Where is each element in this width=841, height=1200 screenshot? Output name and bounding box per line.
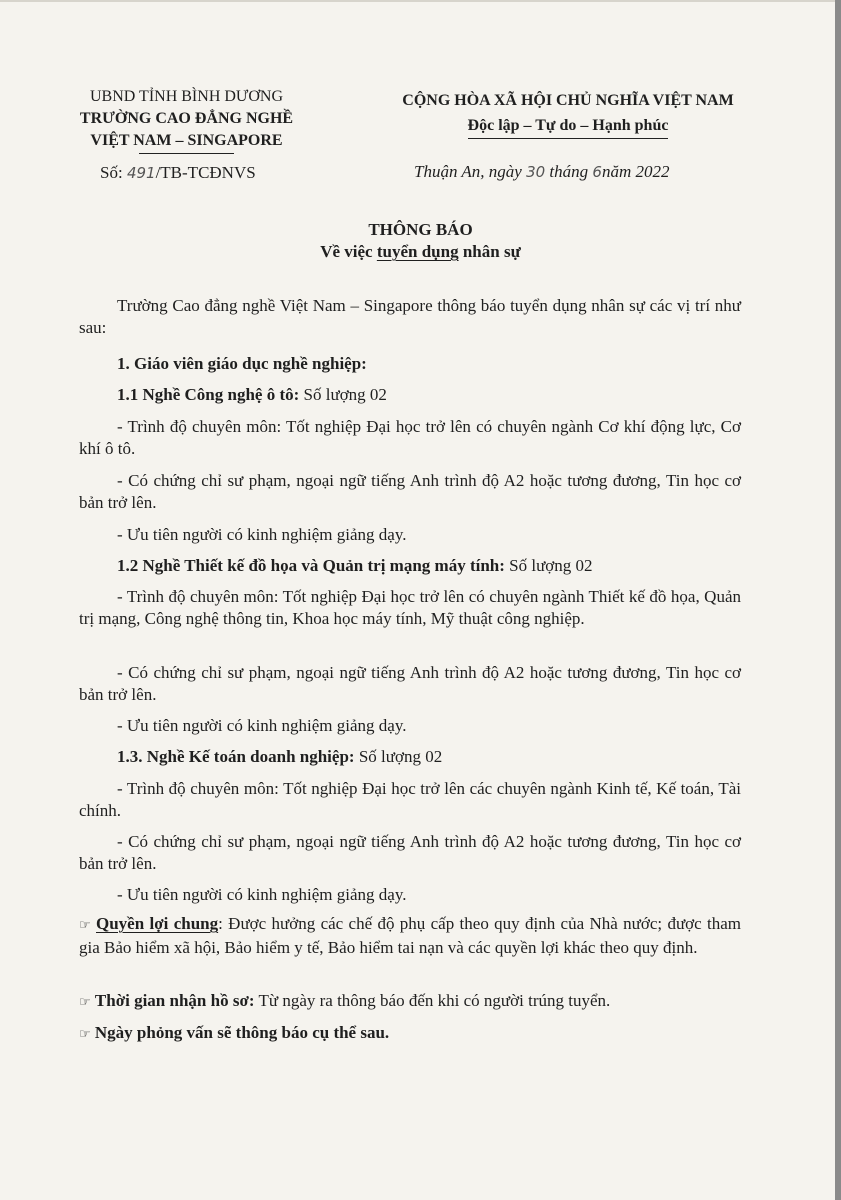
document-number-suffix: /TB-TCĐNVS	[155, 163, 256, 182]
date-year: năm 2022	[601, 162, 670, 181]
section-1-1-title: 1.1 Nghề Công nghệ ô tô:	[117, 385, 300, 404]
section-1-1-requirement-3: - Ưu tiên người có kinh nghiệm giảng dạy.	[117, 525, 407, 544]
pointing-hand-icon: ☞	[79, 995, 91, 1010]
pointing-hand-icon: ☞	[79, 918, 91, 933]
section-1-3-requirement-3: - Ưu tiên người có kinh nghiệm giảng dạy.	[117, 885, 407, 904]
document-date	[414, 162, 669, 182]
section-1-1-heading	[79, 384, 741, 406]
section-1-1-requirement-2: - Có chứng chỉ sư phạm, ngoại ngữ tiếng Anh trình độ A2 hoặc tương đương, Tin học cơ bản trở lên.	[79, 471, 741, 512]
subject-prefix: Về việc	[320, 242, 373, 261]
interview-note: Ngày phỏng vấn sẽ thông báo cụ thể sau.	[94, 1023, 390, 1042]
date-prefix: Thuận An, ngày	[414, 162, 522, 181]
motto-underline	[468, 138, 668, 139]
document-number-handwritten: 491	[126, 164, 156, 182]
section-1-3-title: 1.3. Nghề Kế toán doanh nghiệp:	[117, 747, 355, 766]
section-1-2-requirement-2: - Có chứng chỉ sư phạm, ngoại ngữ tiếng Anh trình độ A2 hoặc tương đương, Tin học cơ bản trở lên.	[79, 663, 741, 704]
issuer-school-line1: TRƯỜNG CAO ĐẲNG NGHỀ	[79, 110, 294, 127]
section-1-2-requirement-1: - Trình độ chuyên môn: Tốt nghiệp Đại học trở lên có chuyên ngành Thiết kế đồ họa, Quản trị mạng, Công nghệ thông tin, Khoa học máy tính, Mỹ thuật công nghiệp.	[79, 587, 741, 628]
date-month-handwritten: 6	[592, 163, 602, 181]
issuer-authority: UBND TỈNH BÌNH DƯƠNG	[90, 88, 283, 105]
section-1-2-heading	[79, 555, 741, 577]
issuer-underline	[139, 153, 234, 154]
intro-paragraph: Trường Cao đẳng nghề Việt Nam – Singapore thông báo tuyển dụng nhân sự các vị trí như sau:	[79, 296, 741, 337]
application-period-label: Thời gian nhận hồ sơ:	[94, 991, 255, 1010]
document-number-prefix: Số:	[100, 163, 123, 182]
national-motto: Độc lập – Tự do – Hạnh phúc	[467, 117, 669, 134]
section-1-3-heading	[79, 746, 741, 768]
section-1-2-quantity: Số lượng 02	[509, 556, 593, 575]
issuer-header	[64, 86, 309, 154]
section-1-1-quantity: Số lượng 02	[303, 385, 387, 404]
section-1-heading: 1. Giáo viên giáo dục nghề nghiệp:	[117, 354, 367, 373]
national-header	[368, 88, 768, 139]
benefits-paragraph	[79, 913, 741, 959]
document-number	[100, 163, 256, 183]
national-title: CỘNG HÒA XÃ HỘI CHỦ NGHĨA VIỆT NAM	[402, 92, 734, 109]
notice-title: THÔNG BÁO	[368, 220, 473, 239]
benefits-text: : Được hưởng các chế độ phụ cấp theo quy định của Nhà nước; được tham gia Bảo hiểm xã hội, Bảo hiểm y tế, Bảo hiểm tai nạn và các quyền lợi khác theo quy định.	[79, 914, 742, 957]
pointing-hand-icon: ☞	[79, 1027, 91, 1042]
section-1-1-requirement-1: - Trình độ chuyên môn: Tốt nghiệp Đại học trở lên có chuyên ngành Cơ khí động lực, Cơ khí ô tô.	[79, 417, 741, 458]
notice-subject	[0, 241, 841, 263]
interview-paragraph	[79, 1022, 741, 1046]
section-1-3-requirement-2: - Có chứng chỉ sư phạm, ngoại ngữ tiếng Anh trình độ A2 hoặc tương đương, Tin học cơ bản trở lên.	[79, 832, 741, 873]
subject-underlined: tuyển dụng	[376, 242, 459, 261]
section-1-3-requirement-1: - Trình độ chuyên môn: Tốt nghiệp Đại học trở lên các chuyên ngành Kinh tế, Kế toán, Tài chính.	[79, 779, 741, 820]
issuer-school-line2: VIỆT NAM – SINGAPORE	[90, 132, 283, 149]
application-period-paragraph	[79, 990, 741, 1014]
section-1-2-title: 1.2 Nghề Thiết kế đồ họa và Quản trị mạng máy tính:	[117, 556, 505, 575]
section-1-3-quantity: Số lượng 02	[358, 747, 443, 766]
date-month-label: tháng	[549, 162, 589, 181]
subject-suffix: nhân sự	[462, 242, 521, 261]
section-1-2-requirement-3: - Ưu tiên người có kinh nghiệm giảng dạy.	[117, 716, 407, 735]
application-period-text: Từ ngày ra thông báo đến khi có người trúng tuyển.	[258, 991, 611, 1010]
notice-title-block	[0, 219, 841, 263]
scan-edge-top	[0, 0, 841, 2]
benefits-label: Quyền lợi chung	[96, 914, 219, 933]
scan-edge-right	[835, 0, 841, 1200]
date-day-handwritten: 30	[526, 163, 546, 181]
